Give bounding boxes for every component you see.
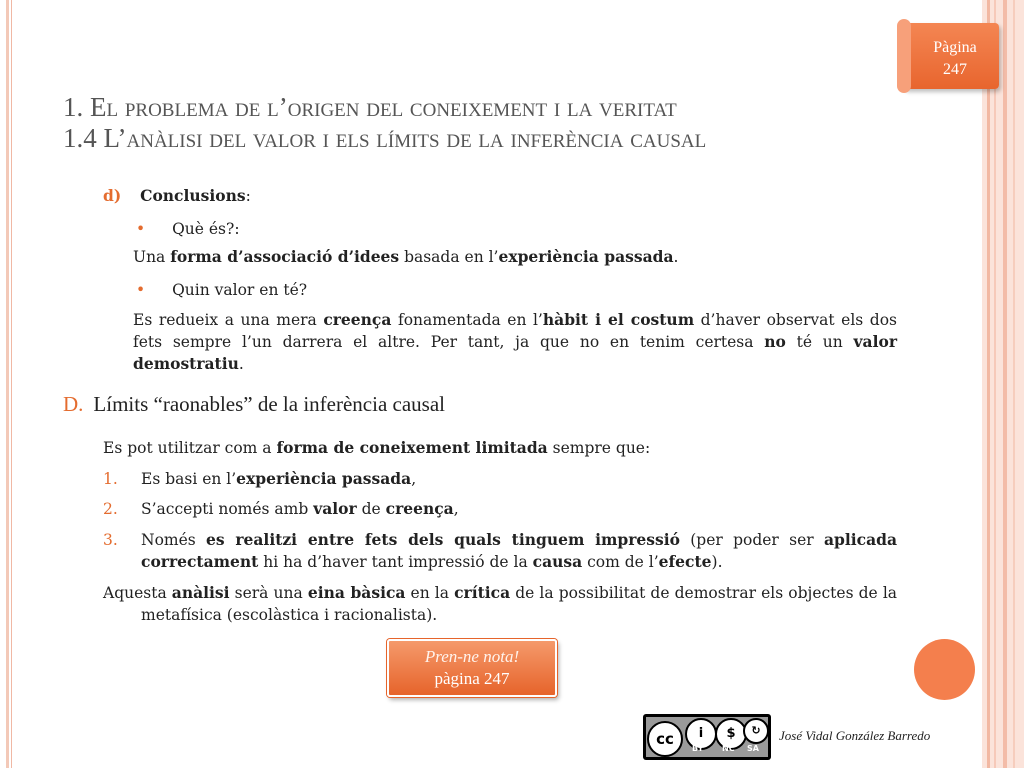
answer-2 [133,309,897,375]
take-note-page: pàgina 247 [434,669,510,688]
take-note-button[interactable] [387,639,557,697]
list-text: com de l’ [582,553,659,571]
section-d-intro [103,437,650,459]
answer-1-text: Una [133,248,171,266]
conclusions-title: Conclusions [140,186,246,205]
question-1 [136,218,240,240]
list-bold: experiència passada [236,469,412,488]
intro-bold: forma de coneixement limitada [276,438,548,457]
conclusions-heading [103,185,251,207]
list-bold: es realitzi entre fets dels quals tinguem impressió [206,530,680,549]
list-text: Només [141,531,207,549]
page-tag-number: 247 [943,61,967,78]
answer-2-text: Es redueix a una mera [133,311,324,329]
answer-2-text: té un [785,333,854,351]
right-rail-stripe [987,0,990,768]
list-number-3 [103,529,118,551]
list-bold: causa [532,552,583,571]
list-text: S’accepti només amb [141,500,314,518]
conclusion-text: Aquesta [103,584,172,602]
answer-2-text: . [238,355,244,373]
answer-2-bold: creença [323,310,392,329]
list-text: ). [711,553,723,571]
take-note-label: Pren-ne nota! [424,647,520,666]
conclusion-bold: eina bàsica [307,583,406,602]
answer-1-text: . [673,248,679,266]
answer-2-bold: hàbit i el costum [542,310,695,329]
answer-1-bold: forma d’associació d’idees [170,247,400,266]
list-text: de [356,500,386,518]
conclusions-marker: d) [103,186,122,205]
section-d-marker: D. [63,392,84,416]
bullet-icon: • [136,281,146,299]
list-text: hi ha d’haver tant impressió de la [258,553,533,571]
answer-2-text: fonamentada en l’ [391,311,543,329]
right-rail-stripe [994,0,996,768]
answer-1-bold: experiència passada [498,247,674,266]
section-d-heading [63,392,445,417]
list-bold: valor [313,499,357,518]
list-number: 1. [103,470,118,488]
answer-1 [133,246,897,268]
left-rail [6,0,9,768]
conclusion-bold: crítica [454,583,511,602]
title-line-2: 1.4 L’anàlisi del valor i els límits de la inferència causal [63,123,707,153]
conclusion-text: en la [405,584,455,602]
list-item [103,468,417,490]
conclusions-colon: : [245,187,251,205]
author-name: José Vidal González Barredo [779,728,931,743]
license-by-label: BY [692,744,704,753]
answer-2-text: d’haver observat els dos fets sempre l’un darrera el altre. Per tant, ja que no en tenim certesa [133,311,897,351]
creative-commons-badge[interactable] [643,714,771,760]
list-text: Es basi en l’ [141,470,237,488]
list-number: 2. [103,500,118,518]
conclusion-bold: anàlisi [171,583,230,602]
conclusion-text: serà una [229,584,308,602]
left-rail-thin [11,0,12,768]
question-2 [136,279,307,301]
list-text: , [453,500,459,518]
intro-text: sempre que: [547,439,651,457]
license-nc-label: NC [722,744,735,753]
title-line-1: 1. El problema de l’origen del coneixement i la veritat [63,92,677,122]
page-tag-label: Pàgina [933,39,977,56]
list-bold: creença [385,499,454,518]
question-1-text: Què és?: [172,220,240,238]
list-item [103,498,459,520]
list-item [141,529,897,573]
license-sa-label: SA [747,744,759,753]
bullet-icon: • [136,220,146,238]
answer-2-bold: valor demostratiu [133,332,897,373]
section-d-title: Límits “raonables” de la inferència causal [93,392,445,416]
list-text: , [411,470,417,488]
list-text: (per poder ser [679,531,824,549]
slide-title [63,92,706,154]
conclusion-text: de la possibilitat de demostrar els objectes de la metafísica (escolàstica i racionalista). [141,584,898,624]
intro-text: Es pot utilitzar com a [103,439,277,457]
list-bold: aplicada correctament [141,530,897,571]
page-number-tag [903,23,999,89]
list-number: 3. [103,531,118,549]
question-2-text: Quin valor en té? [172,281,308,299]
cc-icon: cc [647,721,683,757]
right-rail-stripe [1013,0,1015,768]
list-bold: efecte [658,552,712,571]
sharealike-icon: ↻ [743,718,769,744]
answer-2-bold: no [764,332,786,351]
right-rail-stripe [1003,0,1007,768]
decorative-circle [914,639,975,700]
section-d-conclusion [103,582,897,626]
noncommercial-icon: $ [715,718,747,750]
attribution-icon: i [685,718,717,750]
answer-1-text: basada en l’ [399,248,499,266]
